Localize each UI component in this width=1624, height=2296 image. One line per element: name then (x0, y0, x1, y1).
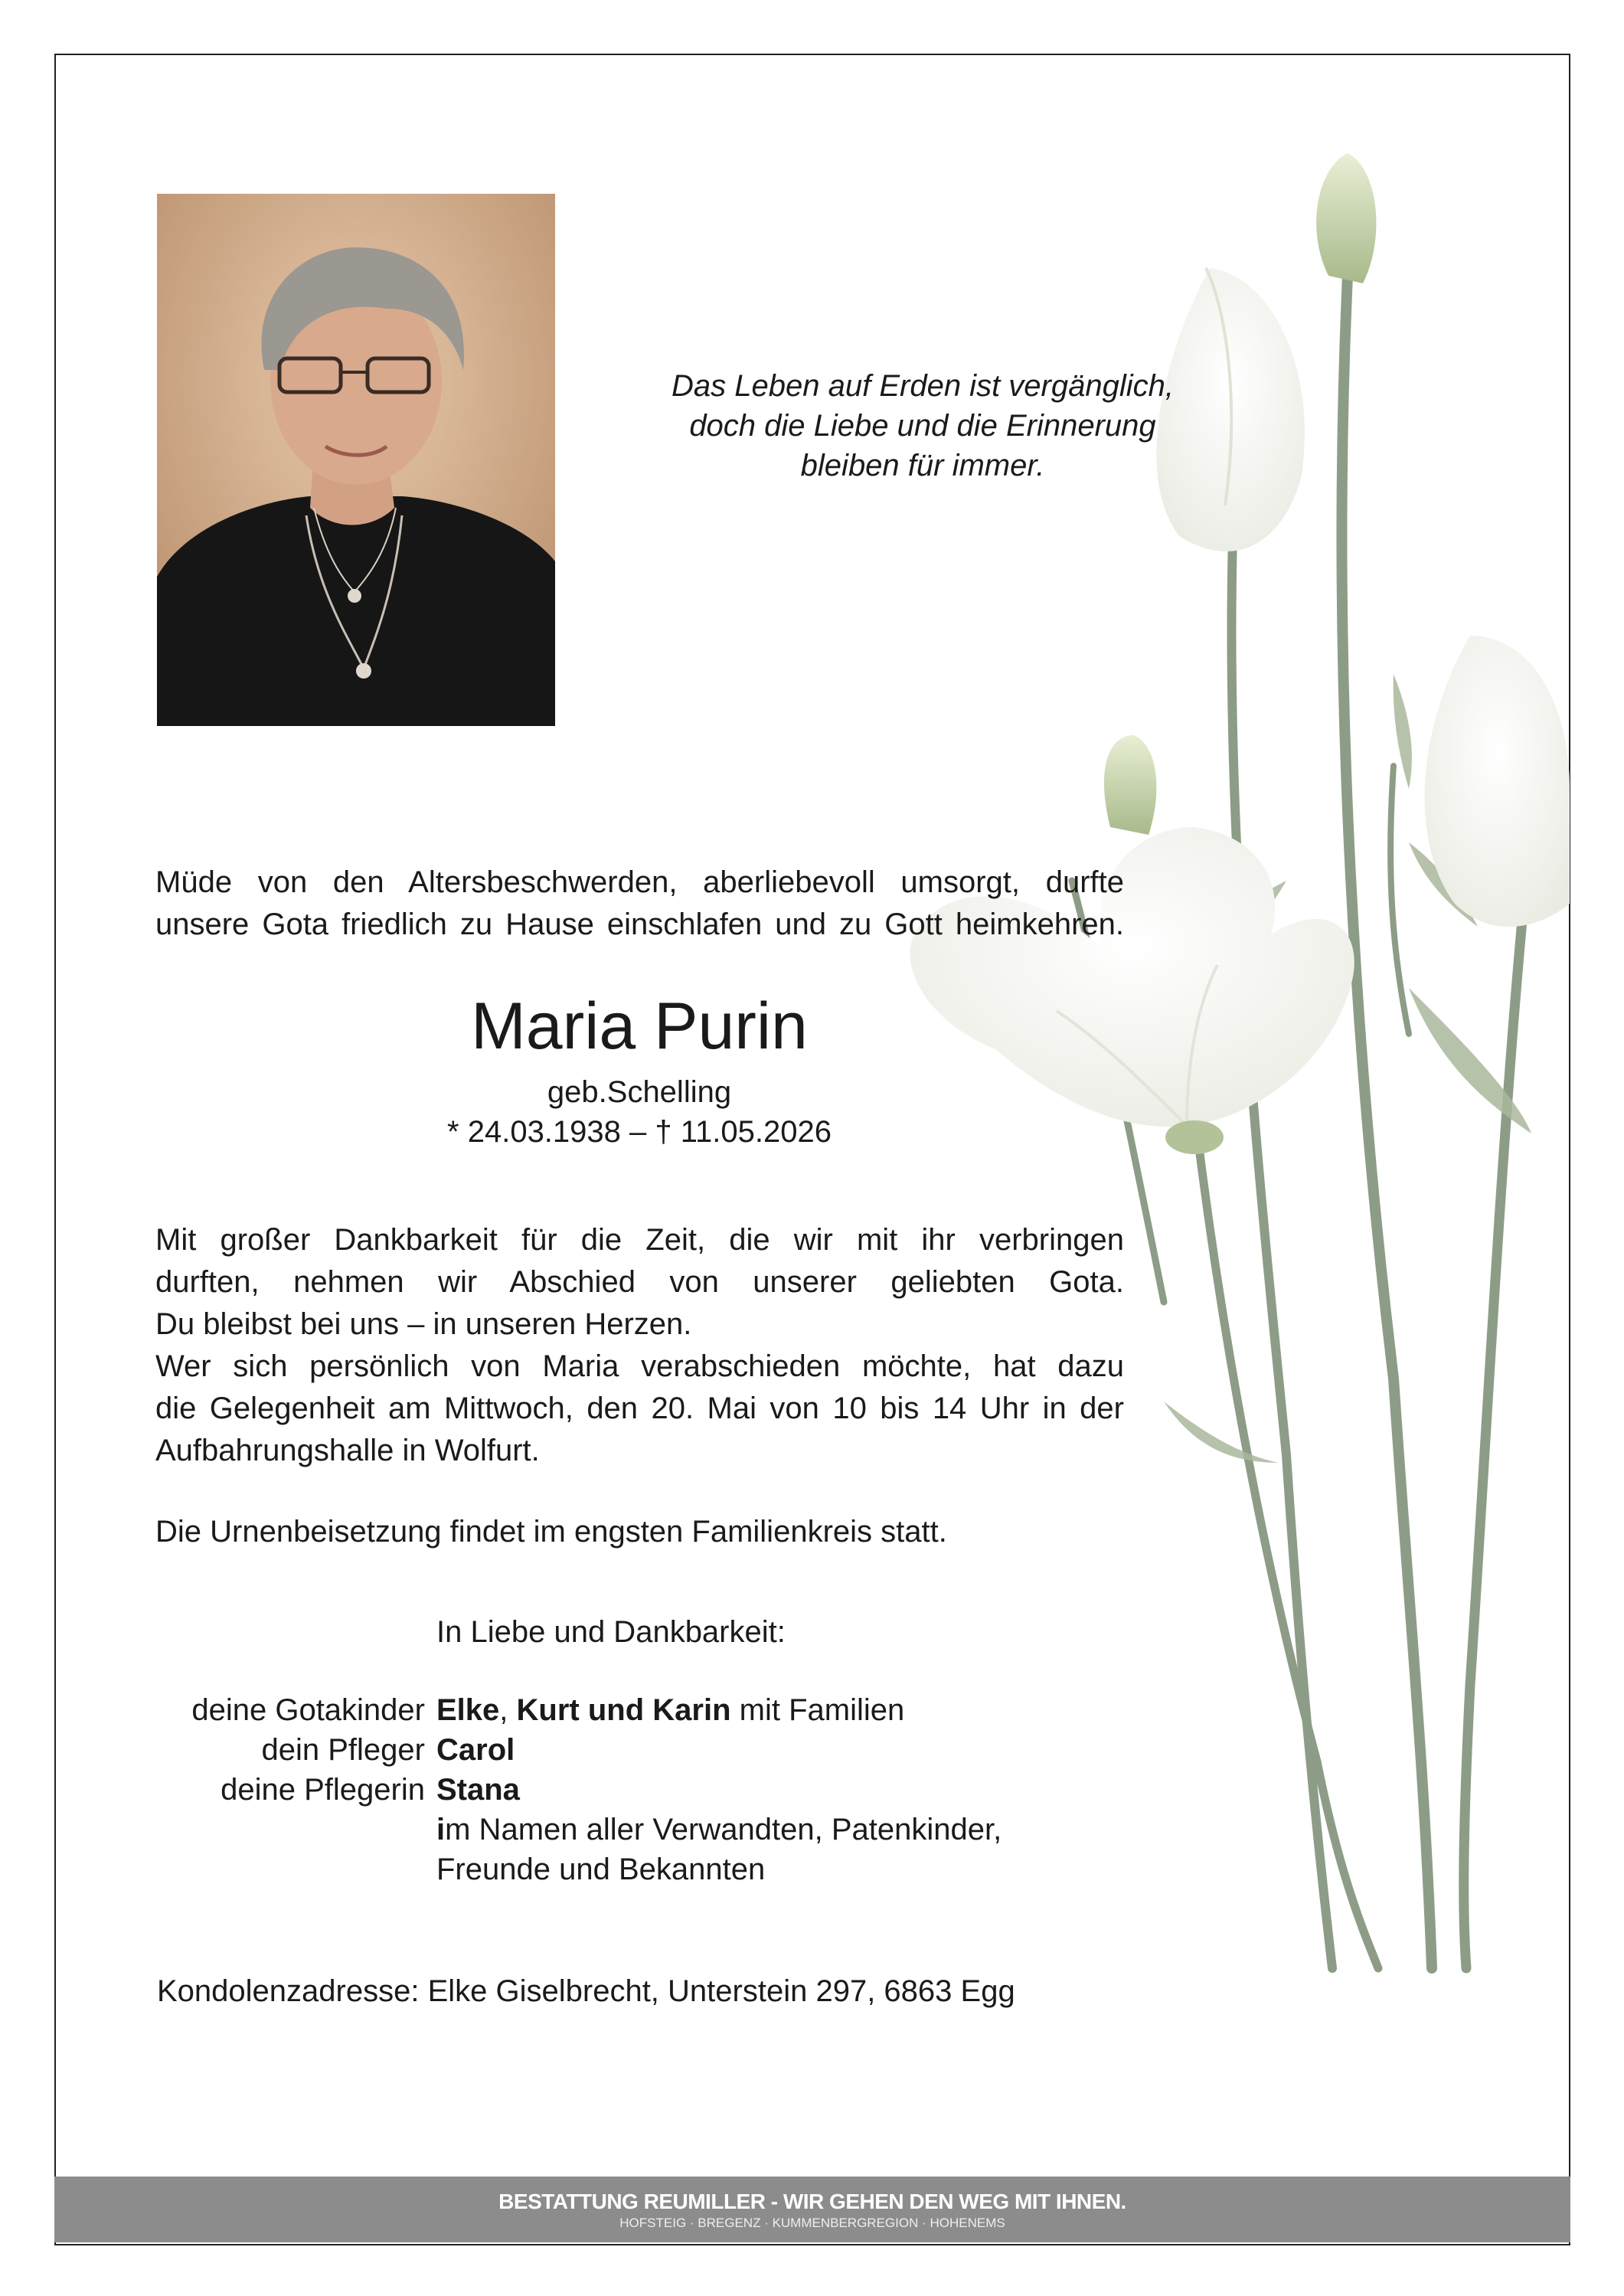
footer-subtitle: HOFSTEIG · BREGENZ · KUMMENBERGREGION · HOHENEMS (619, 2216, 1005, 2230)
body-line: durften, nehmen wir Abschied von unserer geliebten Gota. (155, 1265, 1124, 1299)
mourner-row (436, 1690, 1126, 1730)
mourner-row (436, 1810, 1126, 1850)
mourner-role: deine Pflegerin (221, 1773, 425, 1807)
body-paragraph (155, 1219, 1124, 1472)
footer-banner (54, 2177, 1570, 2242)
memorial-quote (613, 366, 1233, 486)
mourner-row: Freunde und Bekannten (436, 1853, 766, 1886)
mourner-name: Stana (436, 1773, 520, 1807)
mourner-names (436, 1690, 1126, 1889)
quote-line: doch die Liebe und die Erinnerung (689, 409, 1156, 443)
intro-paragraph (155, 862, 1124, 946)
mourner-initial: i (436, 1813, 446, 1846)
body-line: die Gelegenheit am Mittwoch, den 20. Mai von 10 bis 14 Uhr in der (155, 1392, 1124, 1425)
mourner-name: Carol (436, 1733, 515, 1767)
mourner-row (436, 1730, 1126, 1770)
quote-line: Das Leben auf Erden ist vergänglich, (671, 369, 1174, 403)
deceased-name: Maria Purin (471, 989, 808, 1063)
mourner-suffix: mit Familien (730, 1693, 905, 1727)
deceased-details (306, 1072, 972, 1152)
mourner-name: Kurt und Karin (516, 1693, 731, 1727)
urn-note: Die Urnenbeisetzung findet im engsten Familienkreis statt. (155, 1515, 947, 1549)
portrait-photo (157, 194, 555, 726)
maiden-name: geb.Schelling (547, 1075, 732, 1109)
body-line: Du bleibst bei uns – in unseren Herzen. (155, 1307, 692, 1341)
life-dates: * 24.03.1938 – † 11.05.2026 (447, 1115, 832, 1149)
intro-line: unsere Gota friedlich zu Hause einschlafen und zu Gott heimkehren. (155, 908, 1124, 941)
intro-line: Müde von den Altersbeschwerden, aberliebevoll umsorgt, durfte (155, 865, 1124, 899)
footer-title: BESTATTUNG REUMILLER - WIR GEHEN DEN WEG MIT IHNEN. (498, 2190, 1126, 2213)
mourner-text: m Namen aller Verwandten, Patenkinder, (445, 1813, 1002, 1846)
condolence-address: Kondolenzadresse: Elke Giselbrecht, Unterstein 297, 6863 Egg (157, 1974, 1015, 2008)
signoff: In Liebe und Dankbarkeit: (436, 1615, 786, 1649)
mourner-role: dein Pfleger (261, 1733, 425, 1767)
mourner-row (436, 1770, 1126, 1810)
quote-line: bleiben für immer. (800, 449, 1045, 482)
body-line: Wer sich persönlich von Maria verabschieden möchte, hat dazu (155, 1349, 1124, 1383)
mourner-separator: , (499, 1693, 517, 1727)
mourner-role: deine Gotakinder (191, 1693, 425, 1727)
body-line: Mit großer Dankbarkeit für die Zeit, die wir mit ihr verbringen (155, 1223, 1124, 1257)
body-line: Aufbahrungshalle in Wolfurt. (155, 1434, 540, 1467)
mourner-name: Elke (436, 1693, 500, 1727)
mourner-roles (130, 1690, 425, 1810)
